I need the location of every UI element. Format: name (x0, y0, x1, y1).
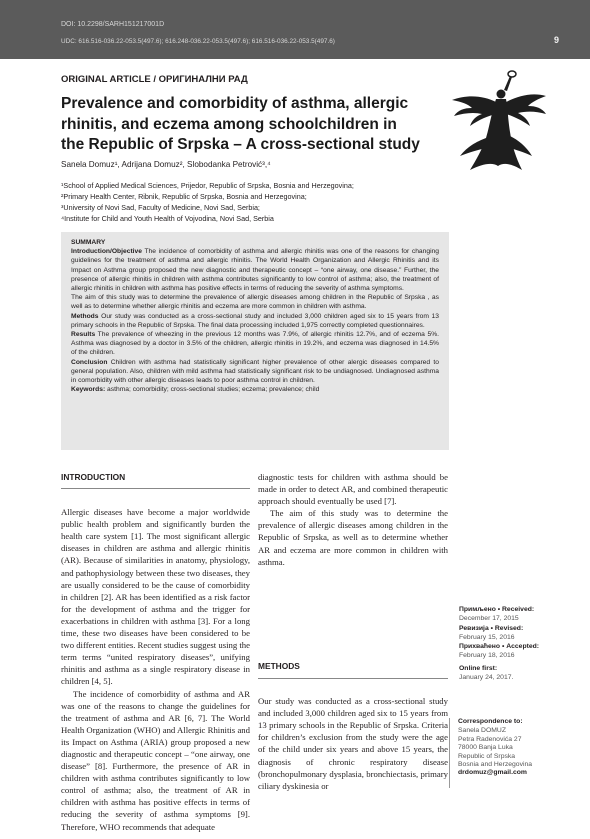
revised-date: February 15, 2016 (459, 633, 515, 641)
correspondence-line: Petra Radenovića 27 (458, 735, 522, 743)
correspondence-line: Republic of Srpska (458, 752, 516, 760)
correspondence-line: Sanela DOMUZ (458, 727, 506, 735)
received-date: December 17, 2015 (459, 615, 519, 623)
article-title: Prevalence and comorbidity of asthma, allergic rhinitis, and eczema among schoolchildren in the Republic of Srpska – A cross-sectional study (61, 95, 420, 153)
methods-text: Our study was conducted as a cross-sectional study and included 3,000 children aged six to 15 years from 13 primary schools in the Republic of Srpska. The final data processing included 1,975 correctly completed questionnaires. (71, 312, 439, 329)
accepted-label: Прихваћено • Accepted: (459, 643, 540, 651)
received-label: Примљено • Received: (459, 606, 535, 613)
correspondence-label: Correspondence to: (458, 718, 523, 725)
conclusion-label: Conclusion (71, 358, 108, 366)
results-label: Results (71, 331, 96, 339)
page-number: 9 (554, 35, 560, 45)
author-list: Sanela Domuz¹, Adrijana Domuz², Slobodanka Petrović³,⁴ (61, 160, 271, 169)
doi-text: DOI: 10.2298/SARH151217001D (61, 21, 165, 28)
intro-label: Introduction/Objective (71, 248, 142, 256)
intro-continuation (258, 471, 448, 568)
correspondence-email[interactable]: drdomuz@gmail.com (458, 769, 527, 777)
intro-paragraph-3: The aim of this study was to determine the prevalence of allergic diseases among children in the Republic of Srpska, as well as to determine whether AR and eczema are more common in children with asthma. (258, 508, 448, 567)
affiliation-3: ³University of Novi Sad, Faculty of Medicine, Novi Sad, Serbia; (61, 203, 260, 212)
keywords-text: asthma; comorbidity; cross-sectional studies; eczema; prevalence; child (105, 386, 320, 394)
aim-text: The aim of this study was to determine the prevalence of allergic diseases among children in the Republic of Srpska , as well as to determine whether allergic rhinitis and eczema are more common in children with asthma. (71, 294, 439, 311)
methods-section (258, 660, 448, 792)
dates-block (459, 605, 539, 682)
correspondence-line: Bosnia and Herzegovina (458, 761, 533, 769)
affiliation-1: ¹School of Applied Medical Sciences, Prijedor, Republic of Srpska, Bosnia and Herzegovina; (61, 181, 354, 190)
results-text: The prevalence of wheezing in the previous 12 months was 7.9%, of allergic rhinitis 12.7%, and of eczema 5%. Asthma was diagnosed by a doctor in 3.5% of the children, allergic rhinitis in 19.2%, and eczema was diagnosed in 14.5% of the children. (71, 331, 439, 357)
section-divider-methods (258, 678, 448, 679)
online-date: January 24, 2017. (459, 674, 514, 682)
online-label: Online first: (459, 664, 498, 672)
summary-box (61, 232, 449, 450)
summary-heading: SUMMARY (71, 239, 106, 246)
udc-text: UDC: 616.516-036.22-053.5(497.6); 616.248-036.22-053.5(497.6); 616.516-036.22-053.5(497.6) (61, 38, 335, 45)
affiliation-2: ²Primary Health Center, Ribnik, Republic of Srpska, Bosnia and Herzegovina; (61, 192, 307, 201)
introduction-heading: INTRODUCTION (61, 472, 126, 482)
revised-label: Ревизија • Revised: (459, 624, 524, 632)
conclusion-text: Children with asthma had statistically significant higher prevalence of other alergic diseases compared to general population. Also, children with mild asthma had statistically significant risk to be undiagnosed. Undiagnosed asthma in comorbidity with other allergic diseases leads to poor asthma control in children. (71, 358, 439, 385)
affiliations (61, 180, 354, 224)
correspondence-block (449, 718, 558, 788)
journal-logo-angel-icon (446, 66, 550, 174)
affiliation-4: ⁴Institute for Child and Youth Health of Vojvodina, Novi Sad, Serbia (61, 214, 274, 223)
methods-heading: METHODS (258, 661, 300, 671)
journal-header-band (0, 0, 590, 59)
intro-text: The incidence of comorbidity of asthma and allergic rhinitis was one of the reasons for changing guidelines for the treatment of asthma and allergic rhinitis. The World Health Organization and Allergic Rhinitis and its Impact on Asthma group proposed the new diagnostic and therapeutic concept – “one airway, one disease.” Further, the presence of allergic rhinitis in children with asthma contributes significantly to low control of asthma; also, the treatment of allergic rhinitis in children with asthma has positive effects in terms of reducing the severity of asthma symptoms. (71, 248, 439, 293)
methods-paragraph-1: Our study was conducted as a cross-sectional study and included 3,000 children aged six to 15 years from 13 primary schools in the Republic of Srpska. Criteria for children’s exclusion from the study were the age of the child under six years and above 15 years, the diagnosis of chronic respiratory disease (bronchopulmonary dysplasia, bronchiectasis, primary ciliary dyskinesia or (258, 696, 448, 791)
keywords-label: Keywords: (71, 386, 106, 394)
intro-paragraph-2: The incidence of comorbidity of asthma and AR was one of the reasons to change the guidelines for the treatment of asthma and AR [6, 7]. The World Health Organization (WHO) and Allergic Rhinitis and its Impact on Asthma (ARIA) group proposed a new diagnostic and therapeutic concept – “one airway, one disease” [8]. Furthermore, the presence of AR in children with asthma contributes significantly to low control of asthma; also, the treatment of AR in children with asthma has positive effects in terms of reducing the severity of asthma symptoms [9]. Therefore, WHO recommends that adequate (61, 688, 250, 832)
body-column-left (61, 471, 250, 833)
accepted-date: February 18, 2016 (459, 652, 515, 660)
correspondence-line: 78000 Banja Luka (458, 744, 513, 752)
section-type: ORIGINAL ARTICLE / ОРИГИНАЛНИ РАД (61, 74, 248, 85)
methods-label: Methods (71, 312, 99, 320)
section-divider (61, 488, 250, 489)
intro-paragraph-2-cont: diagnostic tests for children with asthma should be made in order to detect AR, and combined therapeutic approach should eventually be used [7]. (258, 472, 448, 507)
intro-paragraph-1: Allergic diseases have become a major worldwide public health problem and significantly burden the health care system [1]. The most significant allergic diseases in children are asthma and allergic rhinitis (AR). Because of similarities in anatomy, physiology, and pathophysiology between these two diseases, they are usually considered to be the cause of comorbidity in children [2]. AR has been identified as a risk factor for the development of asthma and the trigger for exacerbations in children with asthma [3]. For a long time, these two diseases have been considered to be two different entities. Recent studies suggest using the term terms “united respiratory diseases”, unifying rhinitis and asthma as a single respiratory disease in children [4, 5]. (61, 507, 250, 687)
